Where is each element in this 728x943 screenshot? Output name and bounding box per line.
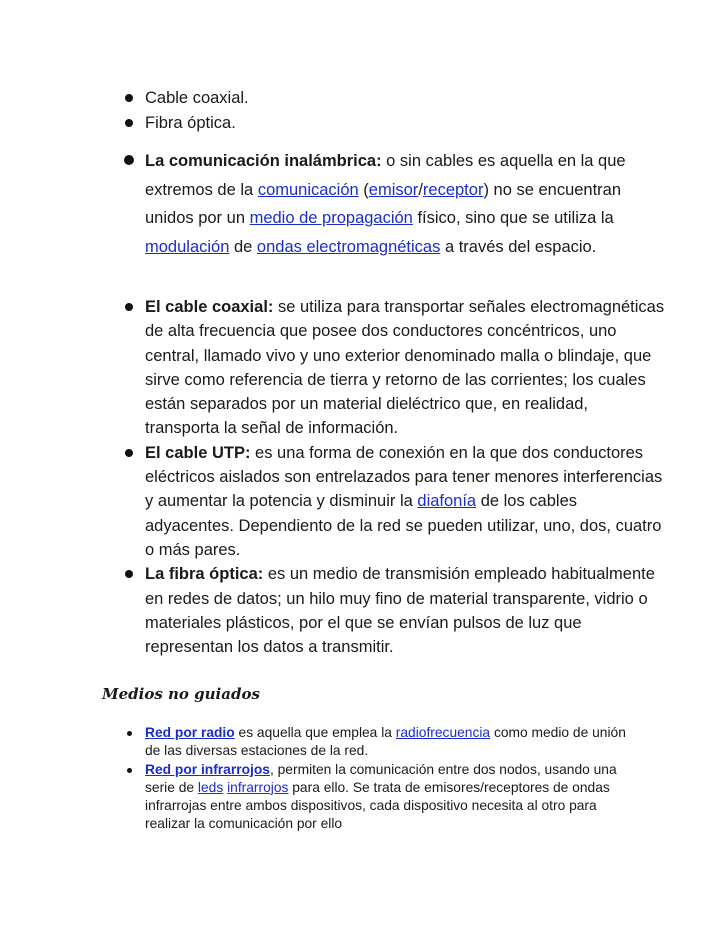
- definition-text: se utiliza para transportar señales electromagnéticas de alta frecuencia que posee dos conductores concéntricos, uno central, llamado vivo y uno exterior denominado malla o blindaje, que sirve como referencia de tierra y retorno de las corrientes; los cuales están separados por un material dieléctrico que, en realidad, transporta la señal de información.: [145, 298, 665, 438]
- term-label: El cable UTP:: [145, 443, 251, 462]
- link-medio-de-propagacion[interactable]: medio de propagación: [249, 209, 413, 227]
- list-item-text: Fibra óptica.: [145, 113, 236, 132]
- bullet-icon: [125, 94, 133, 102]
- text-span: físico, sino que se utiliza la: [412, 209, 614, 227]
- text-span: es aquella que emplea la: [234, 725, 396, 740]
- text-span: o sin cables es aquella en la que extremos de la: [145, 152, 626, 199]
- link-receptor[interactable]: receptor: [422, 180, 484, 199]
- list-item-text: Cable coaxial.: [145, 89, 249, 107]
- text-span: a través del espacio.: [440, 237, 597, 256]
- text-span: de: [229, 237, 257, 256]
- text-span: de los cables adyacentes. Dependiento de la red se pueden utilizar, uno, dos, cuatro o más pares.: [145, 492, 662, 559]
- list-item-wireless: [145, 147, 665, 261]
- link-radiofrecuencia[interactable]: radiofrecuencia: [395, 725, 491, 740]
- text-span: ) no se encuentran unidos por un: [145, 180, 622, 227]
- bullet-icon: [125, 449, 133, 457]
- link-red-por-radio[interactable]: Red por radio: [145, 725, 235, 740]
- bullet-icon: [125, 303, 133, 311]
- term-label: La fibra óptica:: [145, 565, 264, 584]
- list-item-fibra: [145, 562, 665, 659]
- link-emisor[interactable]: emisor: [368, 180, 419, 199]
- text-span: como medio de unión de las diversas estaciones de la red.: [145, 725, 626, 759]
- link-infrarrojos[interactable]: infrarrojos: [227, 779, 289, 795]
- definition-text: es un medio de transmisión empleado habitualmente en redes de datos; un hilo muy fino de material transparente, vidrio o materiales plásticos, por el que se envían pulsos de luz que representan los datos a transmitir.: [145, 565, 655, 657]
- wireless-list: [145, 147, 665, 261]
- section-heading: Medios no guiados: [102, 685, 260, 703]
- link-ondas-electromagneticas[interactable]: ondas electromagnéticas: [256, 237, 441, 256]
- text-span: /: [418, 180, 423, 199]
- text-span: , permiten la comunicación entre dos nodos, usando una serie de: [145, 761, 617, 795]
- term-label: El cable coaxial:: [145, 298, 274, 316]
- bullet-icon: [125, 570, 133, 578]
- list-item-red-por-infrarrojos: [145, 761, 645, 834]
- list-item-utp: [145, 441, 665, 562]
- cable-definitions-list: [145, 295, 665, 659]
- list-item-cable-coaxial: [145, 86, 685, 111]
- cable-types-list: [145, 86, 685, 135]
- text-span: para ello. Se trata de emisores/receptores de ondas infrarrojas entre ambos dispositivos, cada dispositivo necesita al otro para realizar la comunicación por ello: [145, 779, 610, 832]
- unguided-media-list: [145, 724, 645, 834]
- link-comunicacion[interactable]: comunicación: [257, 180, 359, 199]
- bullet-icon: [127, 731, 132, 736]
- link-modulacion[interactable]: modulación: [145, 237, 230, 256]
- bullet-icon: [124, 155, 134, 165]
- link-diafonia[interactable]: diafonía: [417, 492, 477, 511]
- text-span: es una forma de conexión en la que dos conductores eléctricos aislados son entrelazados para tener menores interferencias y aumentar la potencia y disminuir la: [145, 443, 663, 511]
- bullet-icon: [125, 119, 133, 127]
- list-item-coaxial: [145, 295, 665, 441]
- list-item-fibra-optica: [145, 111, 685, 136]
- link-leds[interactable]: leds: [197, 779, 224, 795]
- list-item-red-por-radio: [145, 724, 645, 761]
- link-red-por-infrarrojos[interactable]: Red por infrarrojos: [145, 761, 270, 777]
- term-label: La comunicación inalámbrica:: [145, 152, 382, 170]
- text-span: (: [358, 180, 369, 199]
- bullet-icon: [127, 768, 132, 773]
